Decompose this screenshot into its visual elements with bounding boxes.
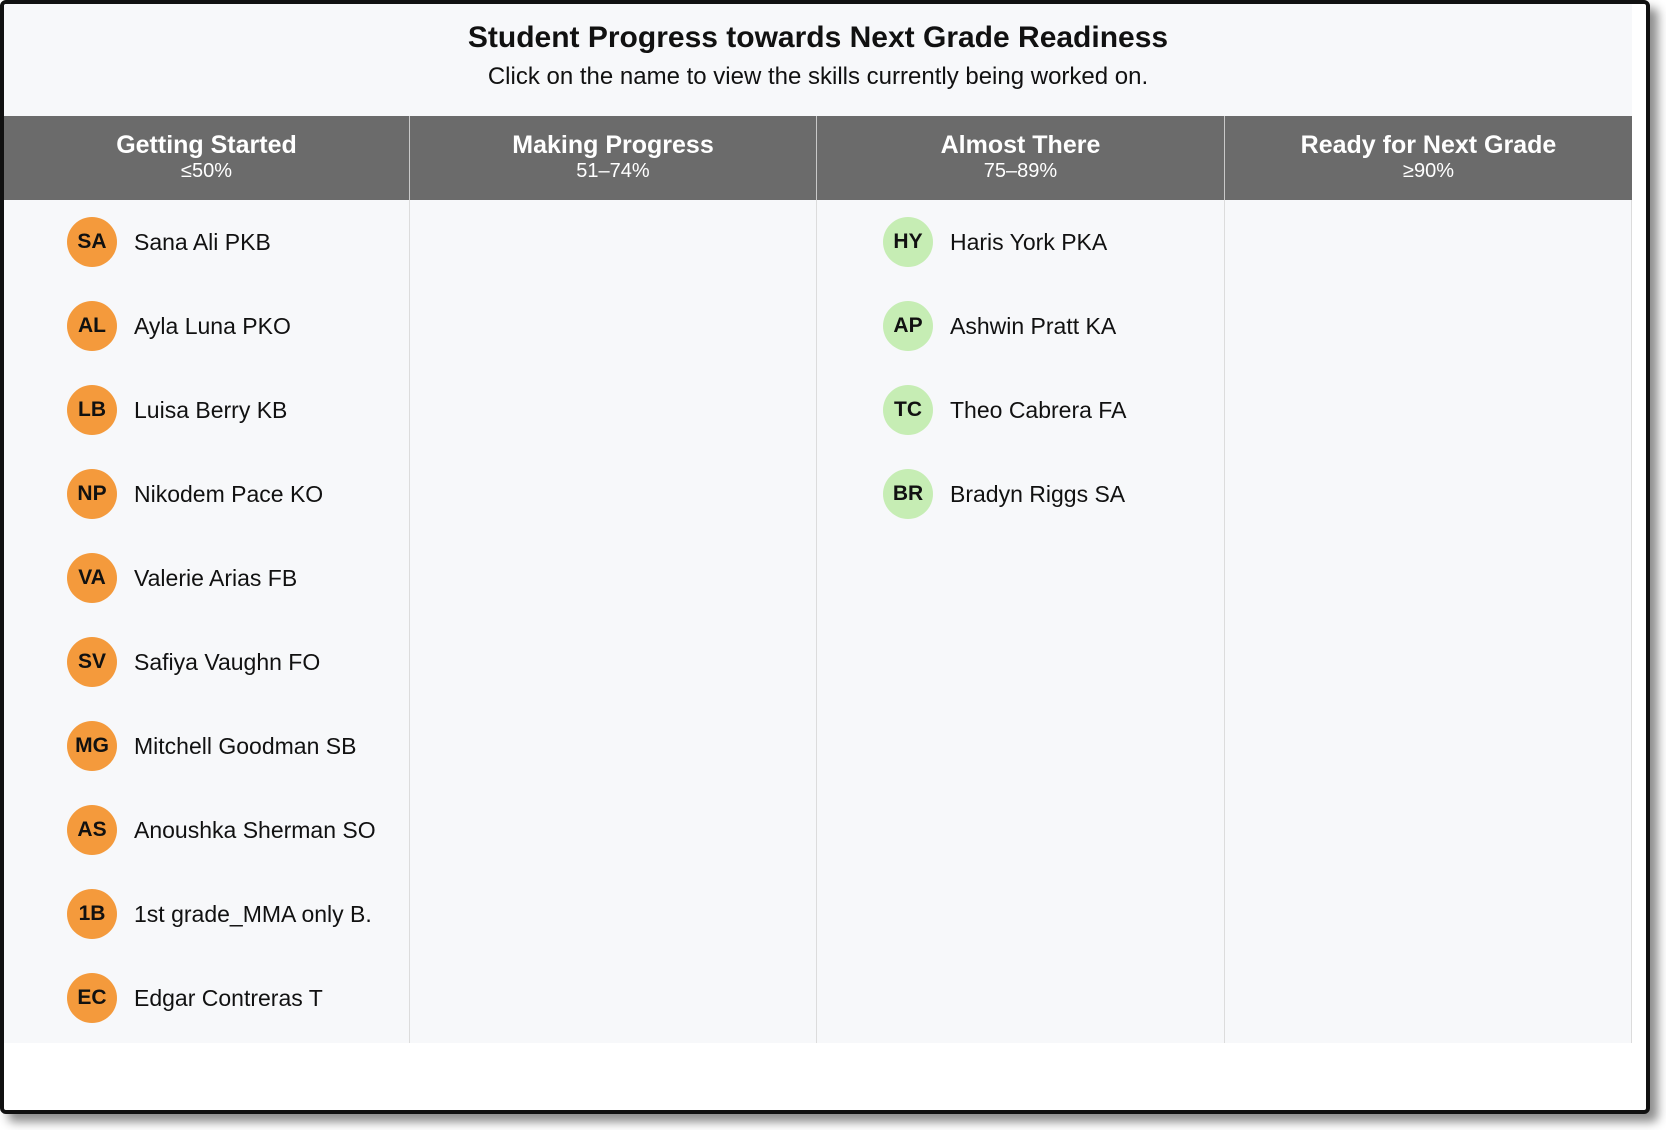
student-name-link[interactable]: 1st grade_MMA only B. (134, 900, 372, 927)
column-range: ≤50% (180, 160, 232, 182)
column-title: Making Progress (512, 131, 714, 159)
avatar: AS (67, 805, 117, 855)
student-name-link[interactable]: Mitchell Goodman SB (134, 732, 357, 759)
column-making-progress (410, 200, 817, 1043)
page-subtitle: Click on the name to view the skills currently being worked on. (487, 63, 1149, 90)
student-name-link[interactable]: Theo Cabrera FA (950, 396, 1127, 423)
column-getting-started (4, 200, 410, 1043)
student-item[interactable] (883, 200, 1224, 284)
student-item[interactable] (67, 368, 409, 452)
student-item[interactable] (67, 536, 409, 620)
columns-body (4, 200, 1632, 1043)
student-name-link[interactable]: Edgar Contreras T (134, 984, 323, 1011)
student-name-link[interactable]: Ayla Luna PKO (134, 312, 291, 339)
student-item[interactable] (67, 200, 409, 284)
student-item[interactable] (67, 704, 409, 788)
student-item[interactable] (67, 788, 409, 872)
avatar: VA (67, 553, 117, 603)
avatar: LB (67, 385, 117, 435)
avatar: AL (67, 301, 117, 351)
column-header-almost-there (817, 116, 1225, 200)
avatar: 1B (67, 889, 117, 939)
student-list (4, 200, 409, 1040)
student-item[interactable] (67, 956, 409, 1040)
student-name-link[interactable]: Sana Ali PKB (134, 228, 271, 255)
avatar: BR (883, 469, 933, 519)
student-name-link[interactable]: Safiya Vaughn FO (134, 648, 321, 675)
student-name-link[interactable]: Ashwin Pratt KA (950, 312, 1117, 339)
column-title: Ready for Next Grade (1300, 131, 1557, 159)
student-name-link[interactable]: Bradyn Riggs SA (950, 480, 1126, 507)
column-range: 75–89% (983, 160, 1058, 182)
avatar: SA (67, 217, 117, 267)
column-header-making-progress (410, 116, 817, 200)
progress-panel (4, 4, 1632, 1043)
avatar: AP (883, 301, 933, 351)
student-item[interactable] (883, 452, 1224, 536)
student-name-link[interactable]: Valerie Arias FB (134, 564, 298, 591)
column-header-getting-started (4, 116, 410, 200)
student-item[interactable] (883, 284, 1224, 368)
column-range: 51–74% (576, 160, 650, 182)
student-name-link[interactable]: Haris York PKA (950, 228, 1108, 255)
page-header (4, 4, 1632, 116)
student-name-link[interactable]: Anoushka Sherman SO (134, 816, 376, 843)
column-header-ready-next-grade (1225, 116, 1632, 200)
avatar: TC (883, 385, 933, 435)
column-ready-next-grade (1225, 200, 1632, 1043)
page-title: Student Progress towards Next Grade Readiness (467, 21, 1169, 54)
student-item[interactable] (883, 368, 1224, 452)
student-name-link[interactable]: Nikodem Pace KO (134, 480, 324, 507)
student-item[interactable] (67, 452, 409, 536)
student-item[interactable] (67, 284, 409, 368)
column-range: ≥90% (1402, 160, 1454, 182)
avatar: HY (883, 217, 933, 267)
column-title: Getting Started (116, 131, 297, 159)
column-headers (4, 116, 1632, 200)
student-item[interactable] (67, 620, 409, 704)
avatar: SV (67, 637, 117, 687)
avatar: MG (67, 721, 117, 771)
column-almost-there (817, 200, 1225, 1043)
student-list (817, 200, 1224, 536)
student-item[interactable] (67, 872, 409, 956)
student-name-link[interactable]: Luisa Berry KB (134, 396, 288, 423)
column-title: Almost There (940, 131, 1101, 159)
avatar: EC (67, 973, 117, 1023)
avatar: NP (67, 469, 117, 519)
